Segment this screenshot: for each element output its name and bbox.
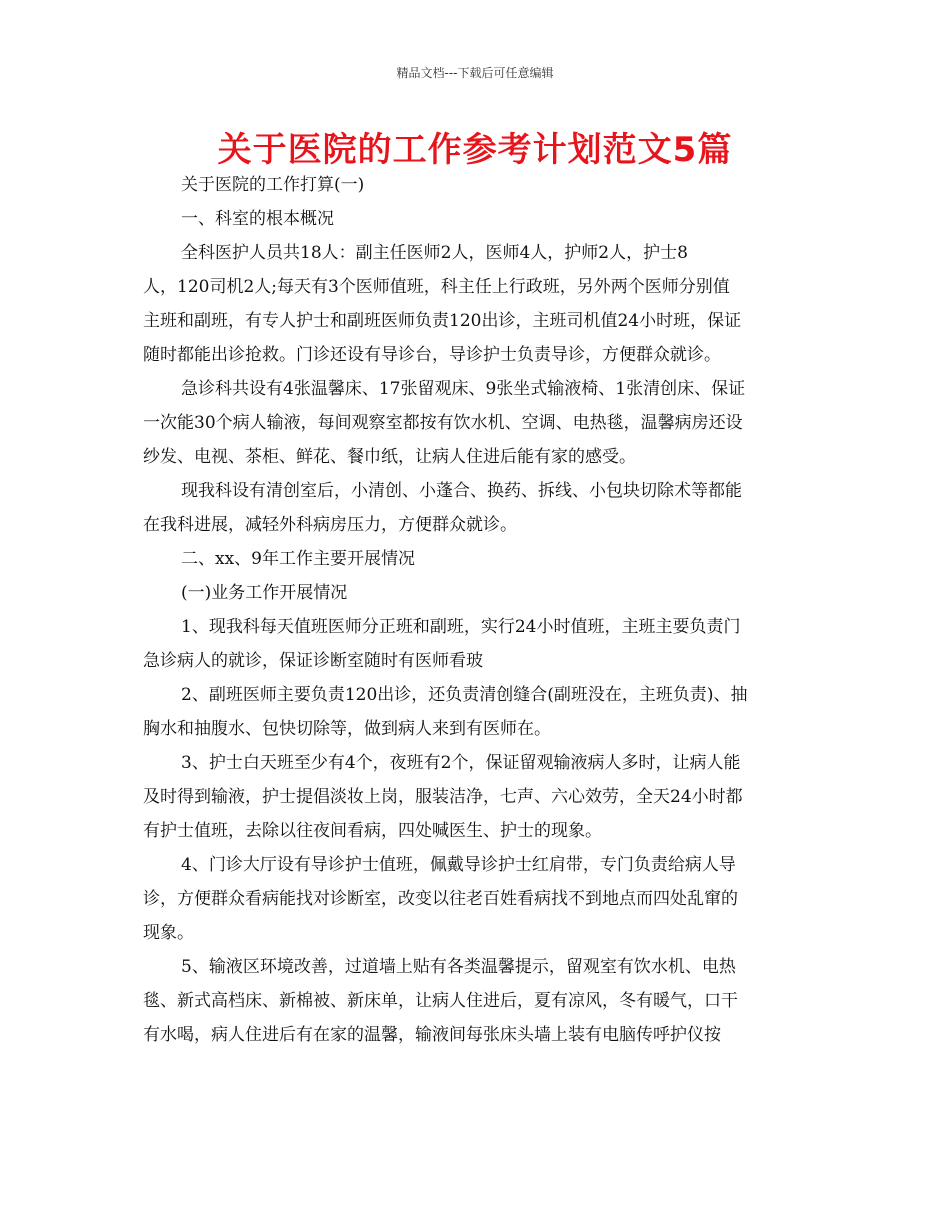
paragraph-line: 随时都能出诊抢救。门诊还设有导诊台，导诊护士负责导诊，方便群众就诊。 [143, 345, 721, 365]
document-title: 关于医院的工作参考计划范文5篇 [217, 130, 733, 170]
paragraph-line: 及时得到输液，护士提倡淡妆上岗，服装洁净，七声、六心效劳，全天24小时都 [143, 787, 743, 807]
paragraph-line: 现我科设有清创室后，小清创、小蓬合、换药、拆线、小包块切除术等都能 [181, 481, 742, 501]
paragraph-line: 2、副班医师主要负责120出诊，还负责清创缝合(副班没在，主班负责)、抽 [181, 685, 748, 705]
header-note: 精品文档---下载后可任意编辑 [396, 66, 554, 80]
paragraph-line: 有水喝，病人住进后有在家的温馨，输液间每张床头墙上装有电脑传呼护仪按 [143, 1025, 721, 1045]
paragraph-line: 有护士值班，去除以往夜间看病，四处喊医生、护士的现象。 [143, 821, 602, 841]
section-heading: 一、科室的根本概况 [181, 209, 334, 229]
paragraph-line: 主班和副班，有专人护士和副班医师负责120出诊，主班司机值24小时班，保证 [143, 311, 742, 331]
section-heading: (一)业务工作开展情况 [181, 583, 348, 603]
paragraph-line: 1、现我科每天值班医师分正班和副班，实行24小时值班，主班主要负责门 [181, 617, 741, 637]
section-heading: 二、xx、9年工作主要开展情况 [181, 549, 415, 569]
paragraph-line: 纱发、电视、茶柜、鲜花、餐巾纸，让病人住进后能有家的感受。 [143, 447, 636, 467]
section-heading: 关于医院的工作打算(一) [181, 175, 365, 195]
paragraph-line: 现象。 [143, 923, 194, 943]
paragraph-line: 毯、新式高档床、新棉被、新床单，让病人住进后，夏有凉风，冬有暖气，口干 [143, 991, 738, 1011]
document-body [143, 168, 803, 1052]
paragraph-line: 3、护士白天班至少有4个，夜班有2个，保证留观输液病人多时，让病人能 [181, 753, 741, 773]
paragraph-line: 急诊病人的就诊，保证诊断室随时有医师看玻 [143, 651, 483, 671]
paragraph-line: 一次能30个病人输液，每间观察室都按有饮水机、空调、电热毯，温馨病房还设 [143, 413, 743, 433]
paragraph-line: 诊，方便群众看病能找对诊断室，改变以往老百姓看病找不到地点而四处乱窜的 [143, 889, 738, 909]
paragraph-line: 急诊科共设有4张温馨床、17张留观床、9张坐式输液椅、1张清创床、保证 [181, 379, 746, 399]
paragraph-line: 4、门诊大厅设有导诊护士值班，佩戴导诊护士红肩带，专门负责给病人导 [181, 855, 736, 875]
paragraph-line: 全科医护人员共18人：副主任医师2人，医师4人，护师2人，护士8 [181, 243, 688, 263]
paragraph-line: 5、输液区环境改善，过道墙上贴有各类温馨提示，留观室有饮水机、电热 [181, 957, 736, 977]
paragraph-line: 在我科进展，减轻外科病房压力，方便群众就诊。 [143, 515, 517, 535]
paragraph-line: 人，120司机2人;每天有3个医师值班，科主任上行政班，另外两个医师分别值 [143, 277, 730, 297]
paragraph-line: 胸水和抽腹水、包快切除等，做到病人来到有医师在。 [143, 719, 551, 739]
